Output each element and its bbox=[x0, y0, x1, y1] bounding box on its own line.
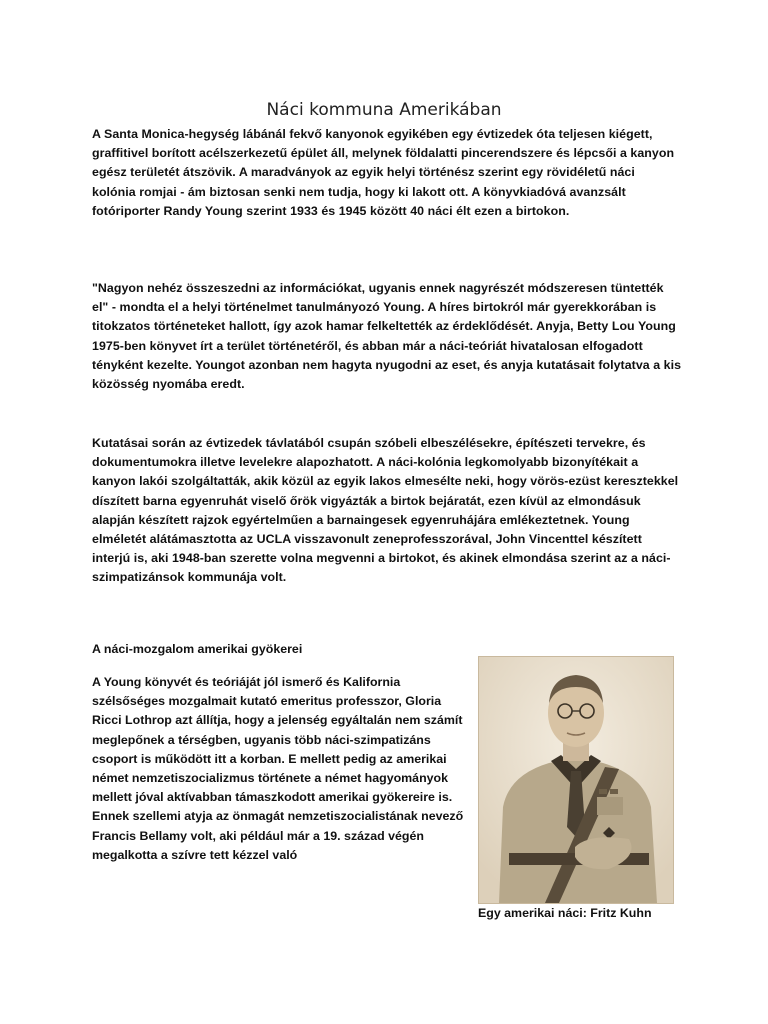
portrait-illustration bbox=[479, 657, 673, 903]
document-title: Náci kommuna Amerikában bbox=[266, 100, 502, 121]
photo-caption: Egy amerikai náci: Fritz Kuhn bbox=[478, 906, 652, 920]
section-heading: A náci-mozgalom amerikai gyökerei bbox=[92, 642, 303, 656]
paragraph-3: Kutatásai során az évtizedek távlatából csupán szóbeli elbeszélésekre, építészeti tervekre, és dokumentumokra illetve levelekre alapozhatott. A náci-kolónia legkomolyabb bizonyítékait a kanyon lakói szolgáltatták, akik közül az egyik lakos elmesélte neki, hogy vörös-ezüst keresztekkel díszített barna egyenruhát viselő őrök vigyázták a birtok bejáratát, ezen kívül az elmondásuk alapján készített rajzok egyértelműen a barnaingesek egyenruhájára emlékeztetnek. Young elméletét alátámasztotta az UCLA visszavonult zeneprofesszorával, John Vincenttel készített interjú is, aki 1948-ban szerette volna megvenni a birtokot, és akinek elmondása szerint az a náci-szimpatizánsok kommunája volt. bbox=[92, 436, 679, 585]
paragraph-2: "Nagyon nehéz összeszedni az információkat, ugyanis ennek nagyrészét módszeresen tüntették el" - mondta el a helyi történelmet tanulmányozó Young. A híres birtokról már gyerekkorában is titokzatos történeteket hallott, így azok hamar felkeltették az érdeklődését. Anyja, Betty Lou Young 1975-ben könyvet írt a terület történetéről, és abban már a náci-teóriát hivatalosan elfogadott tényként kezelte. Youngot azonban nem hagyta nyugodni az eset, és anyja kutatásait folytatva a kis közösség nyomába eredt. bbox=[92, 281, 682, 392]
section-paragraph: A Young könyvét és teóriáját jól ismerő és Kalifornia szélsőséges mozgalmait kutató emeritus professzor, Gloria Ricci Lothrop azt állítja, hogy a jelenség egyáltalán nem számít meglepőnek a térségben, ugyanis több náci-szimpatizáns csoport is működött itt a korban. E mellett pedig az amerikai német nemzetiszocializmus története a német hagyományok mellett jóval aktívabban támaszkodott amerikai gyökereire is. Ennek szellemi atyja az önmagát nemzetiszocialistának nevező Francis Bellamy volt, aki például már a 19. század végén megalkotta a szívre tett kézzel való bbox=[92, 675, 464, 862]
portrait-photo bbox=[478, 656, 674, 904]
paragraph-1: A Santa Monica-hegység lábánál fekvő kanyonok egyikében egy évtizedek óta teljesen kiégett, graffitivel borított acélszerkezetű épület áll, melynek földalatti pincerendszere és lépcsői a kanyon egész területét átszövik. A maradványok az egyik helyi történész szerint egy rövidéletű náci kolónia romjai - ám biztosan senki nem tudja, hogy ki lakott ott. A könyvkiadóvá avanzsált fotóriporter Randy Young szerint 1933 és 1945 között 40 náci élt ezen a birtokon. bbox=[92, 127, 675, 218]
